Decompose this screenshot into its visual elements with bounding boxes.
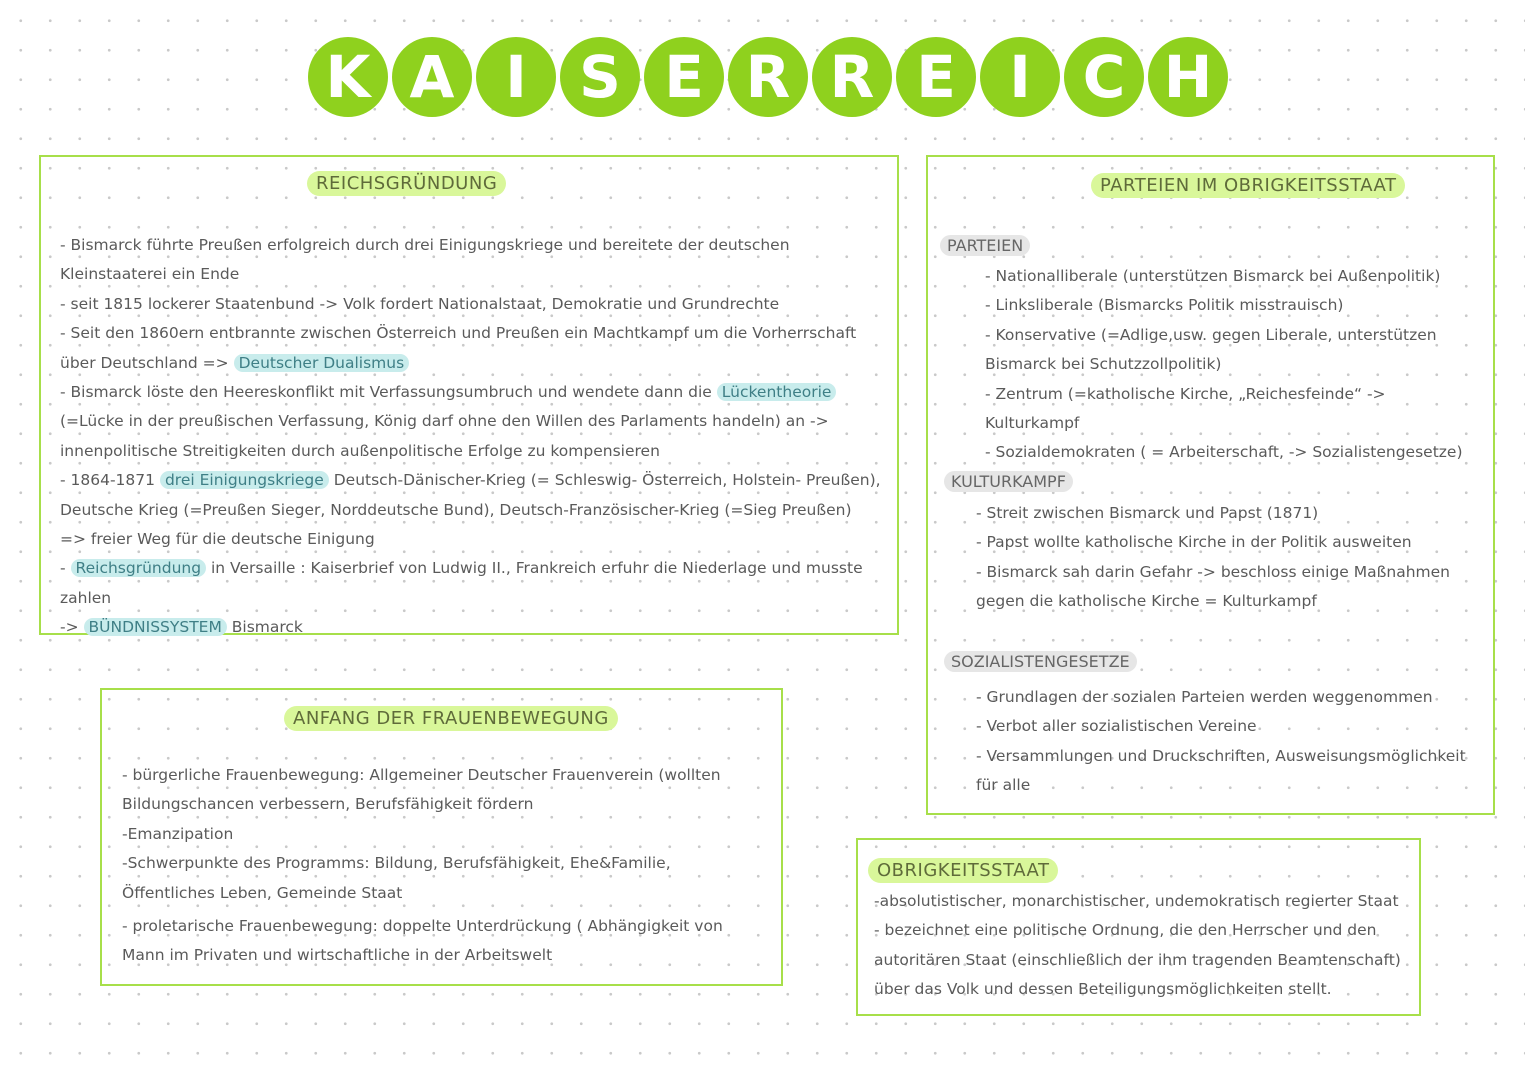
sozialistengesetze-item: - Verbot aller sozialistischen Vereine bbox=[976, 717, 1257, 736]
title-letter: I bbox=[980, 37, 1060, 117]
kulturkampf-item: - Streit zwischen Bismarck und Papst (1871) bbox=[976, 504, 1319, 522]
frauenbewegung-line: -Schwerpunkte des Programms: Bildung, Berufsfähigkeit, Ehe&Familie, Öffentliches Leben, Gemeinde Staat bbox=[122, 854, 671, 902]
obrigkeitsstaat-heading: OBRIGKEITSSTAAT bbox=[868, 858, 1058, 883]
title-letter: S bbox=[560, 37, 640, 117]
kulturkampf-item: - Papst wollte katholische Kirche in der Politik ausweiten bbox=[976, 533, 1412, 552]
frauenbewegung-box bbox=[100, 688, 783, 986]
page-title bbox=[308, 37, 1228, 117]
reichsgruendung-box bbox=[39, 155, 899, 635]
kulturkampf-subheading: KULTURKAMPF bbox=[944, 471, 1073, 492]
obrigkeitsstaat-line: - bezeichnet eine politische Ordnung, die den Herrscher und den autoritären Staat (einschließlich der ihm tragenden Beamtenschaft) über das Volk und dessen Beteiligungsmöglichkeiten stellt. bbox=[874, 921, 1401, 999]
title-letter: K bbox=[308, 37, 388, 117]
reichsgruendung-line-6: - Reichsgründung in Versaille : Kaiserbrief von Ludwig II., Frankreich erfuhr die Niederlage und musste zahlen bbox=[60, 559, 863, 607]
highlight-einigungskriege: drei Einigungskriege bbox=[160, 471, 329, 489]
title-letter: A bbox=[392, 37, 472, 117]
kulturkampf-item: - Bismarck sah darin Gefahr -> beschloss einige Maßnahmen gegen die katholische Kirche = Kulturkampf bbox=[976, 562, 1450, 611]
frauenbewegung-heading: ANFANG DER FRAUENBEWEGUNG bbox=[284, 706, 618, 731]
highlight-reichsgruendung: Reichsgründung bbox=[71, 559, 207, 577]
reichsgruendung-line-5: - 1864-1871 drei Einigungskriege Deutsch-Dänischer-Krieg (= Schleswig- Österreich, Holstein- Preußen), Deutsche Krieg (=Preußen Sieger, Norddeutsche Bund), Deutsch-Französischer-Krieg (=Sieg Preußen) => freier Weg für die deutsche Einigung bbox=[60, 471, 881, 549]
sozialistengesetze-item: - Versammlungen und Druckschriften, Ausweisungsmöglichkeit für alle bbox=[976, 746, 1466, 795]
frauenbewegung-line: - bürgerliche Frauenbewegung: Allgemeiner Deutscher Frauenverein (wollten Bildungschancen verbessern, Berufsfähigkeit fördern bbox=[122, 766, 721, 814]
parteien-box bbox=[926, 155, 1495, 815]
obrigkeitsstaat-line: -absolutistischer, monarchistischer, undemokratisch regierter Staat bbox=[874, 892, 1399, 910]
sozialistengesetze-item: - Grundlagen der sozialen Parteien werden weggenommen bbox=[976, 688, 1433, 706]
obrigkeitsstaat-box bbox=[856, 838, 1421, 1016]
parteien-item: - Nationalliberale (unterstützen Bismarck bei Außenpolitik) bbox=[985, 267, 1441, 285]
title-letter: R bbox=[728, 37, 808, 117]
reichsgruendung-line-4: - Bismarck löste den Heereskonflikt mit Verfassungsumbruch und wendete dann die Lückentheorie (=Lücke in der preußischen Verfassung, König darf ohne den Willen des Parlaments handeln) an -> innenpolitische Streitigkeiten durch außenpolitische Erfolge zu kompensieren bbox=[60, 378, 882, 466]
title-letter: I bbox=[476, 37, 556, 117]
title-letter: E bbox=[896, 37, 976, 117]
title-letter: H bbox=[1148, 37, 1228, 117]
parteien-heading: PARTEIEN IM OBRIGKEITSSTAAT bbox=[1091, 173, 1405, 198]
highlight-lueckentheorie: Lückentheorie bbox=[717, 383, 837, 401]
highlight-dualismus: Deutscher Dualismus bbox=[234, 354, 410, 372]
reichsgruendung-heading: REICHSGRÜNDUNG bbox=[307, 171, 506, 196]
parteien-subheading: PARTEIEN bbox=[940, 235, 1030, 256]
parteien-item: - Konservative (=Adlige,usw. gegen Liberale, unterstützen Bismarck bei Schutzzollpolitik) bbox=[985, 325, 1437, 374]
title-letter: R bbox=[812, 37, 892, 117]
parteien-item: - Linksliberale (Bismarcks Politik misstrauisch) bbox=[985, 296, 1344, 315]
frauenbewegung-line: - proletarische Frauenbewegung: doppelte Unterdrückung ( Abhängigkeit von Mann im Privaten und wirtschaftliche in der Arbeitswelt bbox=[122, 917, 723, 965]
highlight-buendnissystem: BÜNDNISSYSTEM bbox=[84, 618, 227, 636]
title-letter: E bbox=[644, 37, 724, 117]
parteien-item: - Zentrum (=katholische Kirche, „Reichesfeinde“ -> Kulturkampf bbox=[985, 384, 1386, 433]
reichsgruendung-line-3: - Seit den 1860ern entbrannte zwischen Österreich und Preußen ein Machtkampf um die Vorherrschaft über Deutschland => Deutscher Dualismus bbox=[60, 324, 857, 372]
reichsgruendung-line-1: - Bismarck führte Preußen erfolgreich durch drei Einigungskriege und bereitete der deutschen Kleinstaaterei ein Ende bbox=[60, 236, 790, 284]
sozialistengesetze-subheading: SOZIALISTENGESETZE bbox=[944, 651, 1137, 672]
parteien-item: - Sozialdemokraten ( = Arbeiterschaft, -> Sozialistengesetze) bbox=[985, 443, 1463, 462]
frauenbewegung-line: -Emanzipation bbox=[122, 824, 234, 843]
reichsgruendung-line-2: - seit 1815 lockerer Staatenbund -> Volk fordert Nationalstaat, Demokratie und Grundrechte bbox=[60, 294, 780, 313]
title-letter: C bbox=[1064, 37, 1144, 117]
reichsgruendung-line-7: -> BÜNDNISSYSTEM Bismarck bbox=[60, 618, 303, 637]
